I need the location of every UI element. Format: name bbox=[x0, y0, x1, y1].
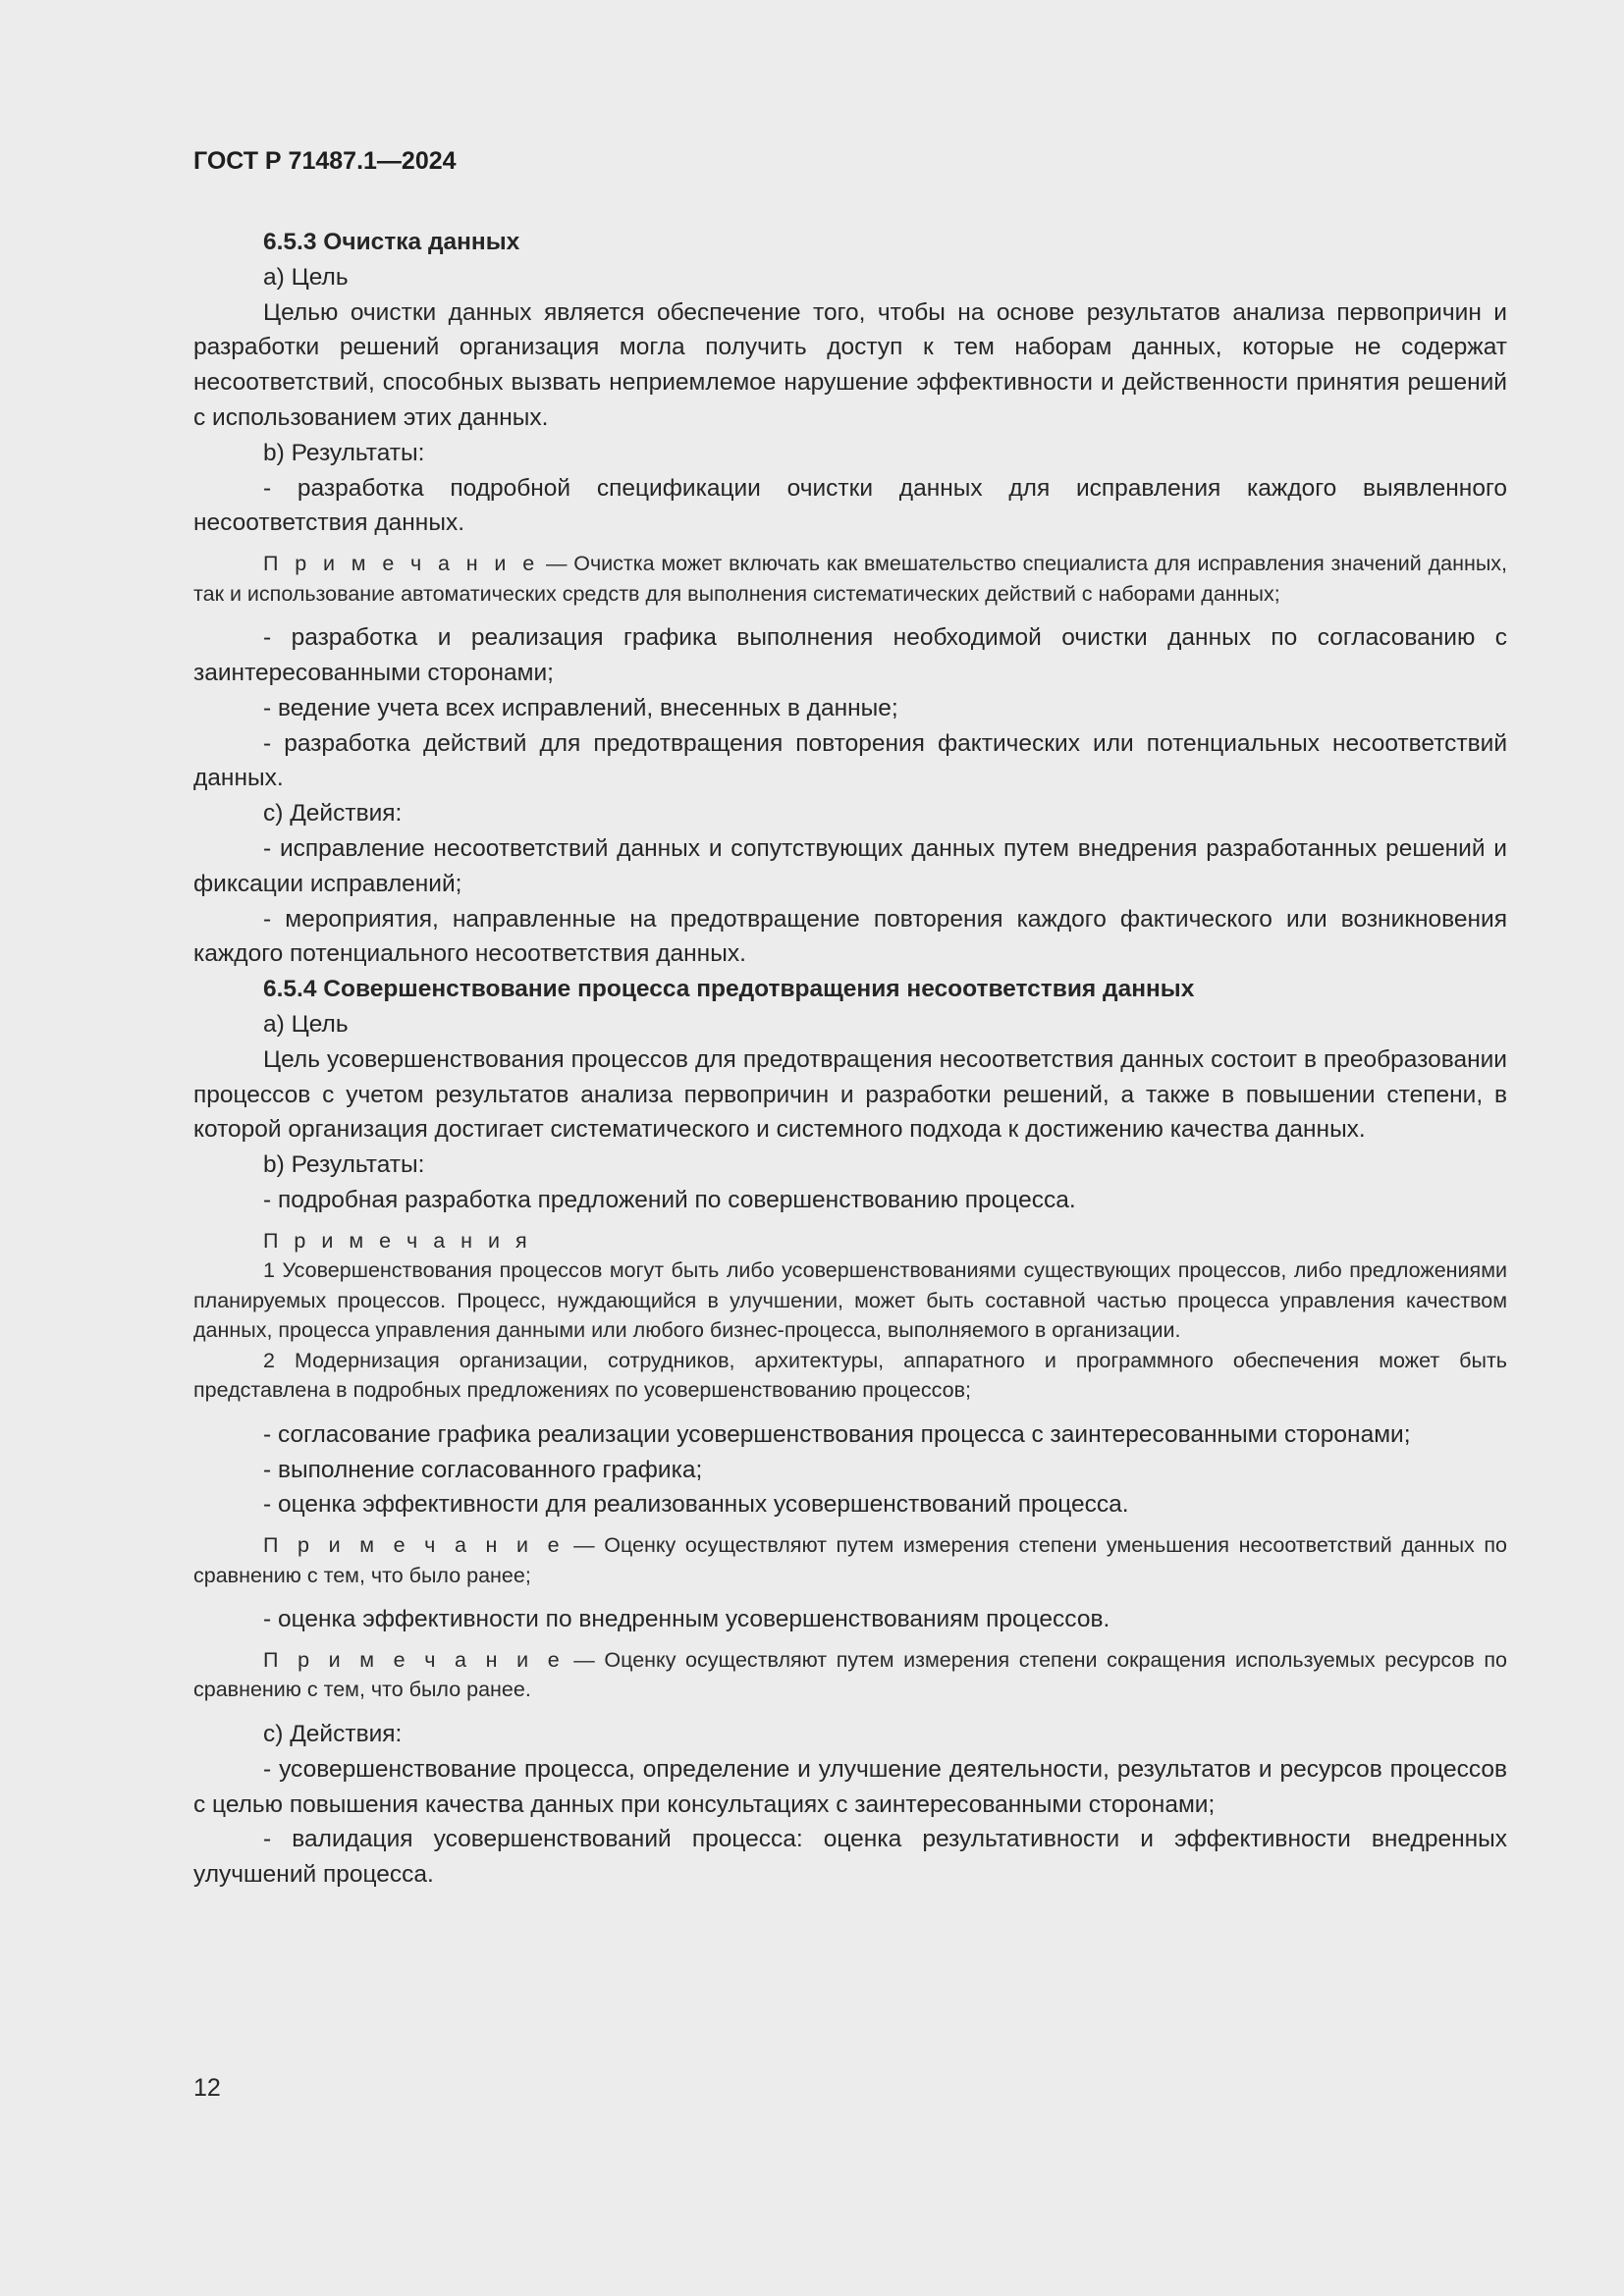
s654-result-item: - подробная разработка предложений по совершенствованию процесса. bbox=[263, 1186, 1076, 1213]
note-label: П р и м е ч а н и е bbox=[263, 552, 540, 576]
s653-goal-label: a) Цель bbox=[263, 263, 349, 291]
s654-note-2: 2 Модернизация организации, сотрудников, архитектуры, аппаратного и программного обеспечения может быть представлена в подробных предложениях по усовершенствованию процессов; bbox=[193, 1348, 1507, 1403]
s654-results-label: b) Результаты: bbox=[263, 1151, 425, 1179]
s653-action-item: - исправление несоответствий данных и сопутствующих данных путем внедрения разработанных решений и фиксации исправлений; bbox=[193, 834, 1507, 897]
s653-result-item: - разработка подробной спецификации очистки данных для исправления каждого выявленного несоответствия данных. bbox=[193, 474, 1507, 537]
s654-action-item: - валидация усовершенствований процесса: оценка результативности и эффективности внедренных улучшений процесса. bbox=[193, 1826, 1507, 1889]
s654-actions-label: c) Действия: bbox=[263, 1720, 403, 1747]
s654-action-item: - усовершенствование процесса, определение и улучшение деятельности, результатов и ресурсов процессов с целью повышения качества данных при консультациях с заинтересованными сторонами; bbox=[193, 1755, 1507, 1818]
s653-action-item: - мероприятия, направленные на предотвращение повторения каждого фактического или возникновения каждого потенциального несоответствия данных. bbox=[193, 905, 1507, 968]
s654-result-item: - выполнение согласованного графика; bbox=[263, 1456, 703, 1483]
s653-note bbox=[193, 549, 1507, 609]
notes-label: П р и м е ч а н и я bbox=[263, 1228, 532, 1253]
page-number: 12 bbox=[193, 2074, 221, 2102]
s654-note-3 bbox=[193, 1530, 1507, 1590]
s654-goal-text: Цель усовершенствования процессов для предотвращения несоответствия данных состоит в преобразовании процессов с учетом результатов анализа первопричин и разработки решений, а также в повышении степени, в которой организация достигает систематического и системного подхода к достижению качества данных. bbox=[193, 1045, 1507, 1144]
s653-actions-label: c) Действия: bbox=[263, 800, 403, 828]
s653-result-item: - разработка действий для предотвращения повторения фактических или потенциальных несоответствий данных. bbox=[193, 729, 1507, 792]
s654-result-item: - оценка эффективности по внедренным усовершенствованиям процессов. bbox=[263, 1606, 1110, 1633]
document-code-header: ГОСТ Р 71487.1—2024 bbox=[193, 147, 457, 175]
s654-result-item: - согласование графика реализации усовершенствования процесса с заинтересованными сторонами; bbox=[263, 1420, 1411, 1448]
section-6-5-4-heading: 6.5.4 Совершенствование процесса предотвращения несоответствия данных bbox=[263, 976, 1195, 1003]
note-label: П р и м е ч а н и е bbox=[263, 1647, 565, 1672]
s653-goal-text: Целью очистки данных является обеспечение того, чтобы на основе результатов анализа первопричин и разработки решений организация могла получить доступ к тем наборам данных, которые не содержат несоответствий, способных вызвать неприемлемое нарушение эффективности и действенности принятия решений с использованием этих данных. bbox=[193, 298, 1507, 431]
note-label: П р и м е ч а н и е bbox=[263, 1533, 565, 1558]
note-text: — Оценку осуществляют путем измерения степени сокращения используемых ресурсов по сравнению с тем, что было ранее. bbox=[193, 1647, 1507, 1702]
s654-result-item: - оценка эффективности для реализованных усовершенствований процесса. bbox=[263, 1491, 1129, 1519]
s654-note-4 bbox=[193, 1645, 1507, 1705]
s654-notes-label bbox=[193, 1226, 1507, 1256]
s653-results-label: b) Результаты: bbox=[263, 439, 425, 466]
s653-result-item: - ведение учета всех исправлений, внесенных в данные; bbox=[263, 694, 898, 721]
note-text: — Оценку осуществляют путем измерения степени уменьшения несоответствий данных по сравнению с тем, что было ранее; bbox=[193, 1533, 1507, 1587]
section-6-5-3-heading: 6.5.3 Очистка данных bbox=[263, 229, 520, 255]
s654-goal-label: a) Цель bbox=[263, 1010, 349, 1038]
s654-note-1: 1 Усовершенствования процессов могут быть либо усовершенствованиями существующих процессов, либо предложениями планируемых процессов. Процесс, нуждающийся в улучшении, может быть составной частью процесса управления качеством данных, процесса управления данными или любого бизнес-процесса, выполняемого в организации. bbox=[193, 1258, 1507, 1343]
s653-result-item: - разработка и реализация графика выполнения необходимой очистки данных по согласованию с заинтересованными сторонами; bbox=[193, 624, 1507, 686]
page-content bbox=[193, 225, 1507, 1893]
note-text: — Очистка может включать как вмешательство специалиста для исправления значений данных, так и использование автоматических средств для выполнения систематических действий с наборами данных; bbox=[193, 552, 1507, 606]
